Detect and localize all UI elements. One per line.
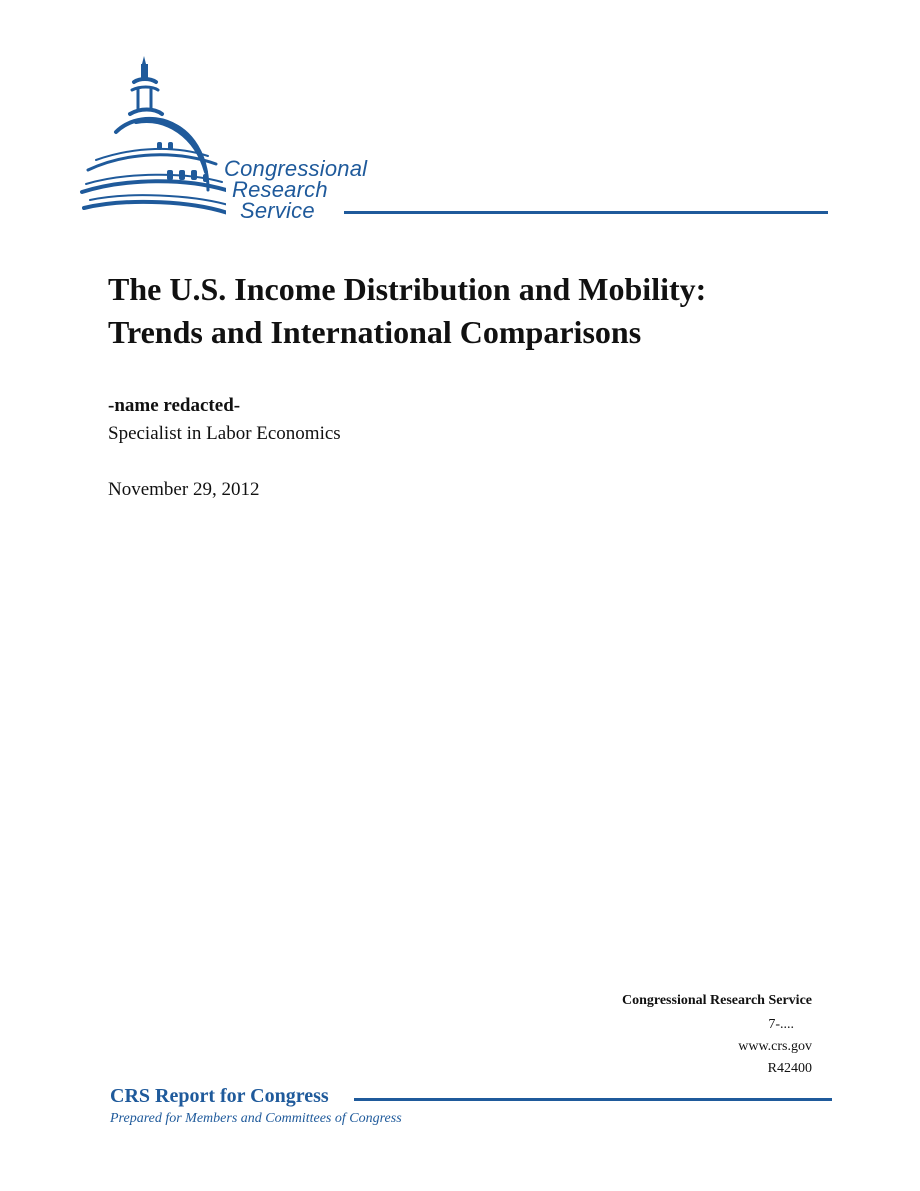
footer-subtitle: Prepared for Members and Committees of Congress (110, 1111, 402, 1126)
logo-rule (344, 211, 828, 214)
report-title-line-1: The U.S. Income Distribution and Mobility: (108, 271, 707, 307)
capitol-dome-icon (76, 52, 226, 222)
crs-logo (76, 52, 836, 227)
report-number: R42400 (767, 1061, 812, 1076)
footer-title: CRS Report for Congress (110, 1085, 329, 1107)
author-name: -name redacted- (108, 395, 241, 416)
author-role: Specialist in Labor Economics (108, 423, 341, 444)
website-link[interactable]: www.crs.gov (738, 1039, 812, 1054)
contact-org: Congressional Research Service (621, 993, 812, 1008)
report-date: November 29, 2012 (108, 479, 260, 500)
order-code: 7-.... (768, 1017, 794, 1032)
logo-text-congressional: Congressional (224, 156, 368, 181)
footer-rule (354, 1098, 832, 1101)
logo-text-research: Research (232, 177, 328, 202)
logo-text-service: Service (240, 198, 315, 223)
report-title (108, 268, 868, 354)
report-title-line-2: Trends and International Comparisons (108, 314, 642, 350)
contact-block (622, 990, 812, 1080)
